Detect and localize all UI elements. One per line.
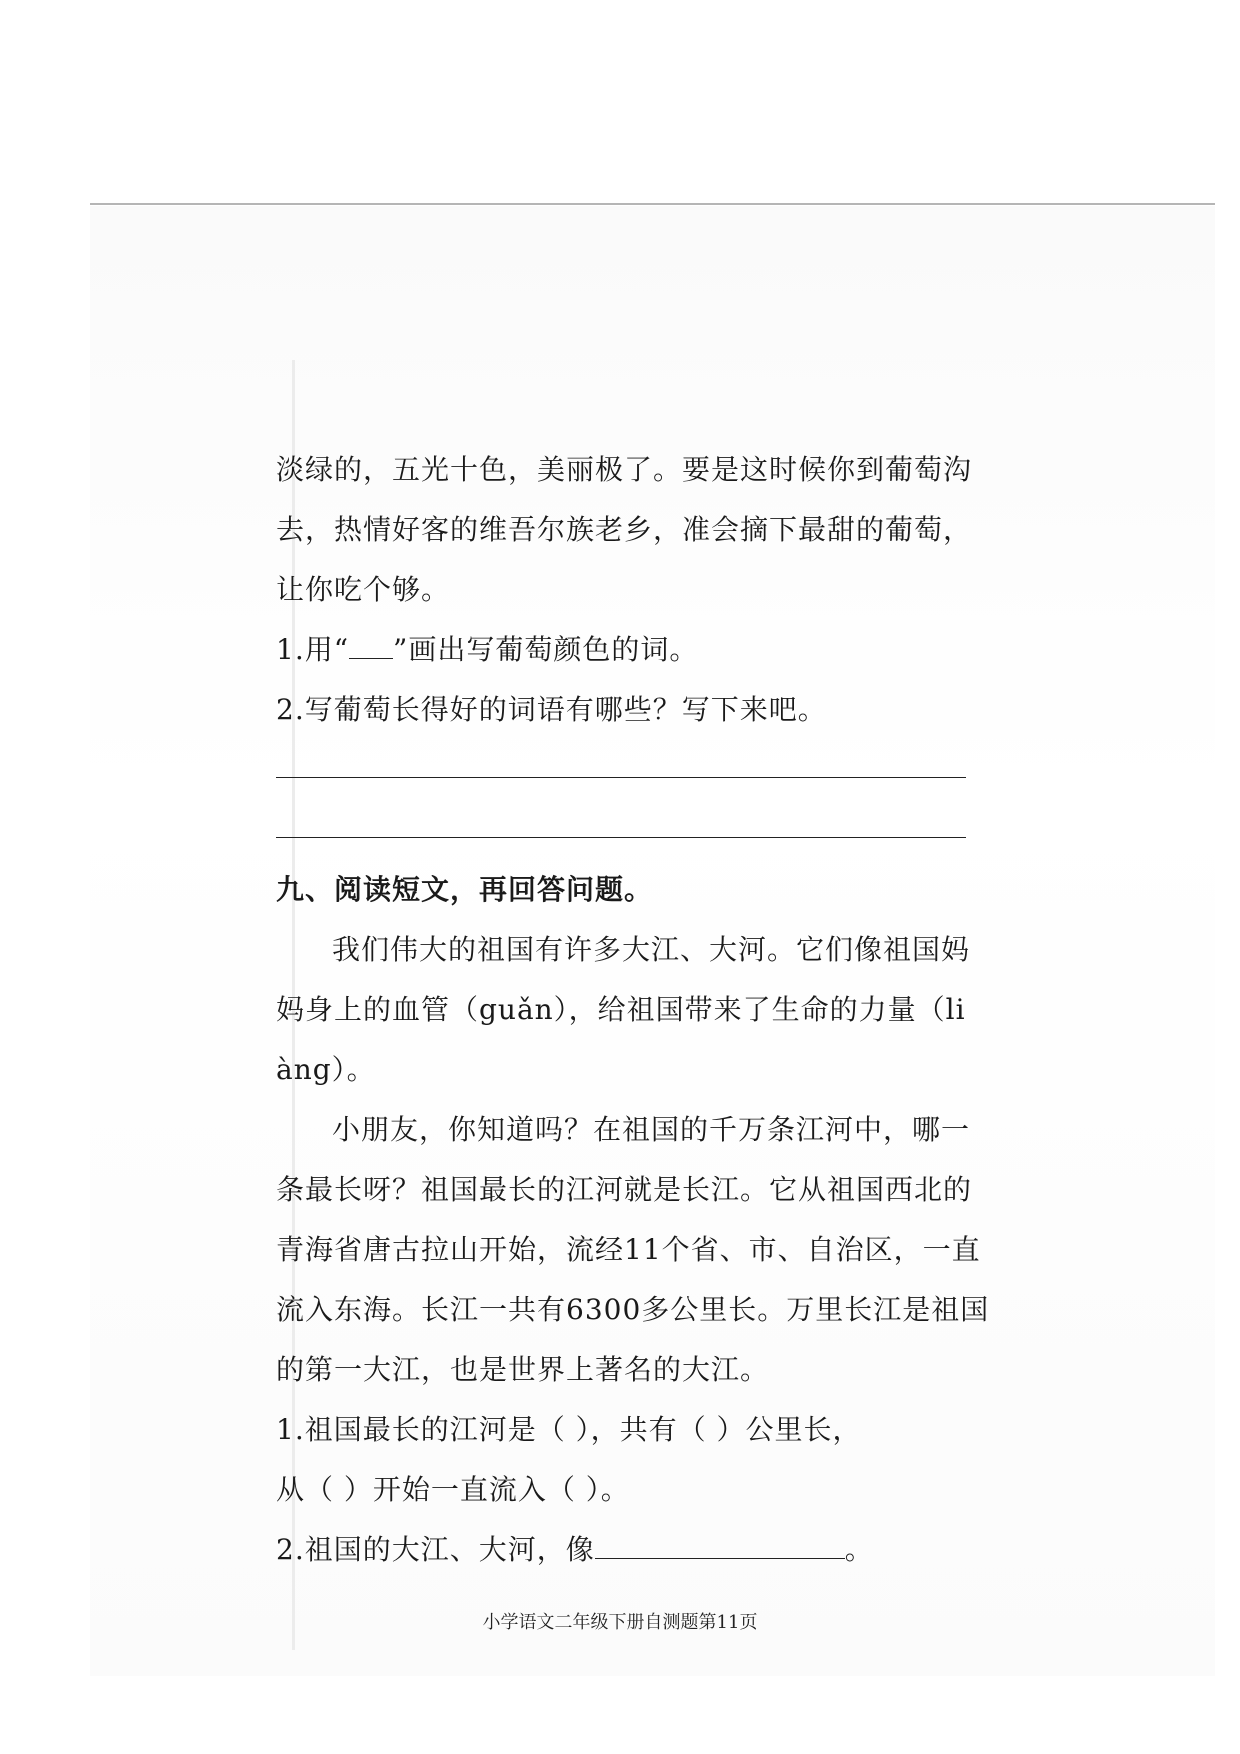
reading-line: 条最长呀？祖国最长的江河就是长江。它从祖国西北的 bbox=[276, 1173, 973, 1206]
question-1-text-end: ”画出写葡萄颜色的词。 bbox=[393, 633, 699, 666]
reading-line: 流入东海。长江一共有6300多公里长。万里长江是祖国 bbox=[276, 1293, 990, 1326]
passage-line: 去，热情好客的维吾尔族老乡，准会摘下最甜的葡萄， bbox=[276, 513, 973, 546]
reading-line: 我们伟大的祖国有许多大江、大河。它们像祖国妈 bbox=[332, 933, 971, 966]
page-footer: 小学语文二年级下册自测题第11页 bbox=[482, 1612, 758, 1633]
reading-line: àng）。 bbox=[276, 1053, 376, 1086]
reading-line: 妈身上的血管（guǎn），给祖国带来了生命的力量（li bbox=[276, 993, 966, 1026]
passage-line: 让你吃个够。 bbox=[276, 573, 451, 606]
answer-blank[interactable] bbox=[595, 1532, 845, 1559]
passage-line: 淡绿的，五光十色，美丽极了。要是这时候你到葡萄沟 bbox=[276, 453, 973, 486]
underline-mark bbox=[349, 636, 393, 659]
reading-line: 小朋友，你知道吗？在祖国的千万条江河中，哪一 bbox=[332, 1113, 971, 1146]
section-9-question-2 bbox=[276, 1520, 966, 1580]
section-9-title: 九、阅读短文，再回答问题。 bbox=[276, 873, 654, 906]
section-9-question-1: 1.祖国最长的江河是（ ），共有（ ）公里长， bbox=[276, 1413, 862, 1446]
page-content bbox=[276, 440, 990, 1580]
answer-line[interactable] bbox=[276, 800, 966, 860]
question-1-text-start: 1.用“ bbox=[276, 633, 350, 666]
question-2-text-start: 2.祖国的大江、大河，像 bbox=[276, 1533, 595, 1566]
answer-line[interactable] bbox=[276, 740, 966, 800]
question-1 bbox=[276, 620, 966, 680]
reading-line: 青海省唐古拉山开始，流经11个省、市、自治区，一直 bbox=[276, 1233, 981, 1266]
reading-line: 的第一大江，也是世界上著名的大江。 bbox=[276, 1353, 770, 1386]
question-2: 2.写葡萄长得好的词语有哪些？写下来吧。 bbox=[276, 693, 827, 726]
question-2-text-end: 。 bbox=[844, 1533, 874, 1566]
section-9-question-1-cont: 从（ ）开始一直流入（ ）。 bbox=[276, 1473, 630, 1506]
top-rule bbox=[90, 203, 1215, 205]
